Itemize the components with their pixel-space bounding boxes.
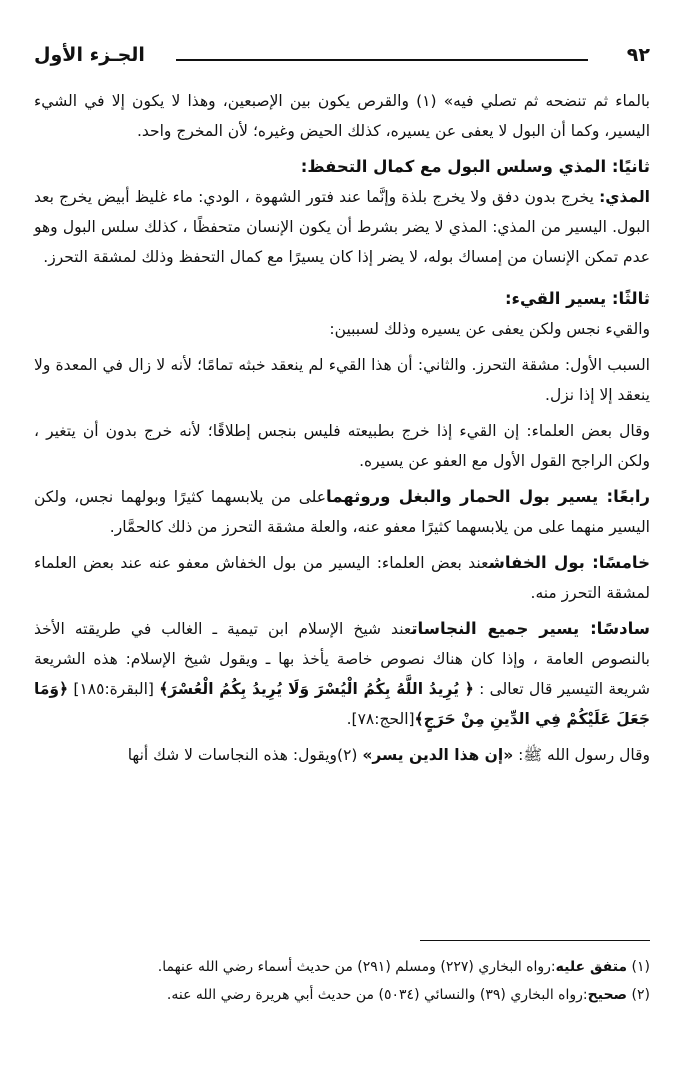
footnote-2-number: (٢) [631,987,650,1003]
paragraph-7 [34,740,650,770]
paragraph-2-text: يخرج بدون دفق ولا يخرج بلذة وإنَّما عند فتور الشهوة ، الودي: ماء غليظ أبيض يخرج بعد البول. اليسير من المذي: المذي لا يضر بشرط أن يكون الإنسان متحفظًا ، كذلك سلس البول وهو عدم تمكن الإنسان من إمساك بوله، لا يضر إذا كان يسيرًا مع كمال التحفظ وذلك لمشقة التحرز. [34,188,650,266]
heading-3: ثالثًا: يسير القيء: [504,289,650,308]
paragraph-5-text: عند بعض العلماء: اليسير من بول الخفاش معفو عنه عند بعض العلماء لمشقة التحرز منه. [34,554,650,602]
hadith-quote: «إن هذا الدين يسر» [362,746,514,764]
heading-2: ثانيًا: المذي وسلس البول مع كمال التحفظ: [300,157,650,176]
paragraph-1: بالماء ثم تنضحه ثم تصلي فيه» (١) والقرص يكون بين الإصبعين، وهذا لا يكون إلا في الشيء اليسير، وكما أن البول لا يعفى عن يسيره، كذلك الحيض وغيره؛ لأن المخرج واحد. [34,92,650,140]
verse-ref-1: [البقرة:١٨٥] [68,680,160,698]
quran-verse-2: ﴿وَمَا جَعَلَ عَلَيْكُمْ فِي الدِّينِ مِنْ حَرَجٍ﴾ [34,680,650,728]
paragraph-4 [34,482,650,542]
paragraph-7-text: (٢)ويقول: هذه النجاسات لا شك أنها [127,746,363,764]
heading-5: خامسًا: بول الخفاش [488,553,650,572]
paragraph-4-text: على من يلابسهما كثيرًا وبولهما نجس، ولكن اليسير منهما على من يلابسهما كثيرًا معفو عنه، والعلة مشقة التحرز من ذلك كالحمَّار. [34,488,650,536]
footnote-1 [34,953,650,981]
footnote-2 [34,981,650,1009]
page-body [34,86,650,770]
paragraph-3a: والقيء نجس ولكن يعفى عن يسيره وذلك لسببين: [329,320,650,338]
footnote-1-grade: متفق عليه [555,959,628,975]
quran-verse-1: ﴿ يُرِيدُ اللَّهُ بِكُمُ الْيُسْرَ وَلَا يُرِيدُ بِكُمُ الْعُسْرَ﴾ [159,680,474,698]
paragraph-3b: السبب الأول: مشقة التحرز. والثاني: أن هذا القيء لم ينعقد خبثه تمامًا؛ لأنه لا زال في المعدة ولا ينعقد إلا إذا نزل. [34,356,650,404]
footnote-2-text: :رواه البخاري (٣٩) والنسائي (٥٠٣٤) من حديث أبي هريرة رضي الله عنه. [166,987,588,1003]
footnote-rule [420,940,650,941]
heading-6: سادسًا: يسير جميع النجاسات [411,619,650,638]
footnotes [34,940,650,1009]
header-rule [176,59,588,61]
footnote-1-text: :رواه البخاري (٢٢٧) ومسلم (٢٩١) من حديث أسماء رضي الله عنهما. [157,959,556,975]
paragraph-7-intro: وقال رسول الله ﷺ: [513,746,650,764]
page-number: ٩٢ [626,44,650,66]
page-header [34,44,650,74]
paragraph-2-lead: المذي: [599,188,650,206]
footnote-1-number: (١) [631,959,650,975]
paragraph-6-text: عند شيخ الإسلام ابن تيمية ـ الغالب في طريقته الأخذ بالنصوص العامة ، وإذا كان هناك نصوص خاصة يأخذ بها ـ ويقول شيخ الإسلام: هذه الشريعة شريعة التيسير قال تعالى : [34,620,650,698]
paragraph-3c: وقال بعض العلماء: إن القيء إذا خرج بطبيعته فليس بنجس إطلاقًا؛ لأنه خرج بدون أن يتغير ، ولكن الراجح القول الأول مع العفو عن يسيره. [34,422,650,470]
paragraph-2 [34,182,650,272]
paragraph-6 [34,614,650,734]
footnote-2-grade: صحيح [587,987,628,1003]
verse-ref-2: [الحج:٧٨]. [346,710,415,728]
part-title: الجـزء الأول [34,44,145,66]
heading-4: رابعًا: يسير بول الحمار والبغل وروثهما [326,487,651,506]
paragraph-5 [34,548,650,608]
